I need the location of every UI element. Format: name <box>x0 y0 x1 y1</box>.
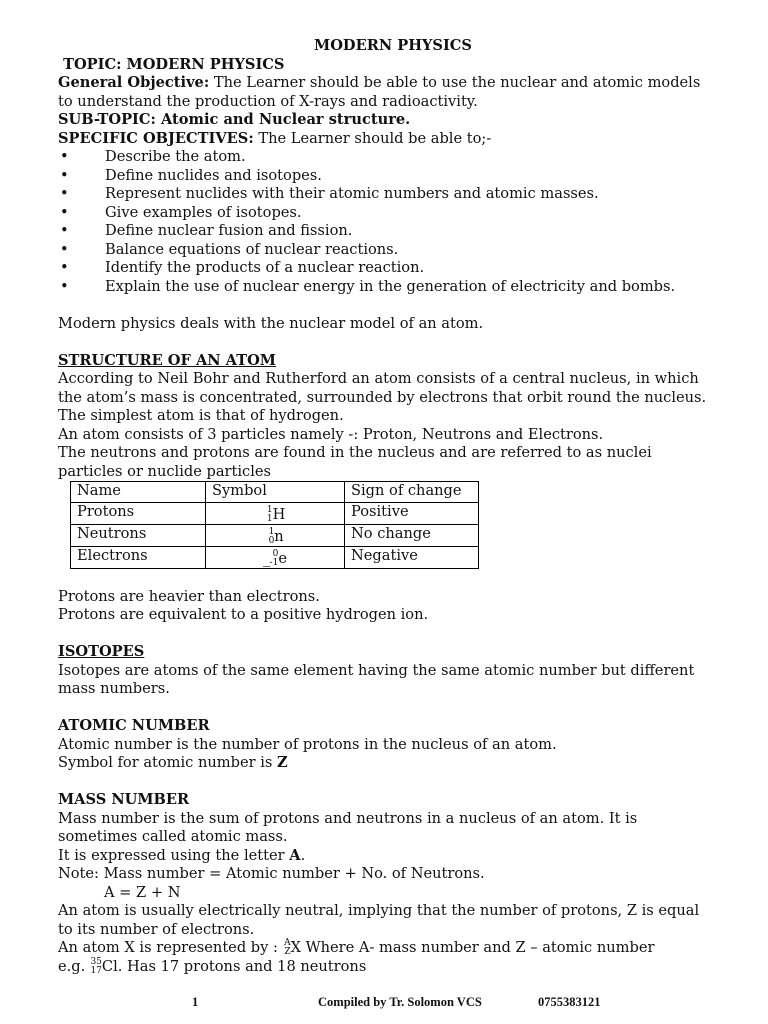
list-item <box>58 204 718 223</box>
example-line <box>58 958 718 977</box>
atomic-number-symbol-line <box>58 754 718 773</box>
structure-paragraph-2: An atom consists of 3 particles namely -: Proton, Neutrons and Electrons. <box>58 425 604 443</box>
element-symbol: X <box>290 939 301 956</box>
cell-name: Electrons <box>71 547 206 569</box>
fact-line: Protons are equivalent to a positive hydrogen ion. <box>58 606 429 623</box>
nuclide-scripts <box>90 958 102 976</box>
phone-number: 0755383121 <box>538 995 601 1009</box>
nuclide-scripts <box>266 528 274 546</box>
nuclide-scripts <box>270 550 278 568</box>
mass-number-note: Note: Mass number = Atomic number + No. of Neutrons. <box>58 865 485 882</box>
general-objective <box>58 74 718 111</box>
page-number: 1 <box>192 995 199 1009</box>
topic-text: TOPIC: MODERN PHYSICS <box>63 55 285 73</box>
mass-number-letter-line <box>58 847 718 866</box>
cell-name: Protons <box>71 503 206 525</box>
cell-sign: Positive <box>345 503 479 525</box>
bullet-icon: • <box>60 185 69 202</box>
compiled-by: Compiled by Tr. Solomon VCS <box>318 995 482 1009</box>
objective-text: Describe the atom. <box>105 148 246 165</box>
specific-objectives-label: SPECIFIC OBJECTIVES: <box>58 129 254 147</box>
objective-text: Balance equations of nuclear reactions. <box>105 240 399 258</box>
list-item <box>58 185 718 204</box>
bullet-icon: • <box>60 259 69 276</box>
structure-paragraph-3: The neutrons and protons are found in the nucleus and are referred to as nuclei particles or nuclide particles <box>58 444 652 480</box>
nuclide-scripts <box>283 939 291 957</box>
objective-text: Define nuclides and isotopes. <box>105 166 322 184</box>
mass-number: 1 <box>268 527 275 537</box>
cell-symbol <box>206 503 345 525</box>
cell-symbol <box>206 525 345 547</box>
mass-number: A <box>284 938 291 948</box>
mass-number: 0 <box>272 549 279 559</box>
element-symbol: n <box>274 528 284 545</box>
document-page <box>58 37 718 976</box>
atomic-number: 1 <box>266 514 273 524</box>
isotopes-heading: ISOTOPES <box>58 643 145 660</box>
atom-representation-line <box>58 939 718 958</box>
cell-name: Neutrons <box>71 525 206 547</box>
atomic-number: -1 <box>269 558 279 568</box>
header-sign: Sign of change <box>345 482 479 503</box>
mass-number: 1 <box>266 505 273 515</box>
list-item <box>58 259 718 278</box>
symbol-prefix: _ <box>263 550 271 567</box>
cell-symbol <box>206 547 345 569</box>
atomic-number: 0 <box>268 536 275 546</box>
symbol-a: A <box>289 846 301 864</box>
nuclide-symbol <box>265 503 286 524</box>
fact-line: Protons are heavier than electrons. <box>58 587 320 605</box>
objective-text: Define nuclear fusion and fission. <box>105 222 353 239</box>
table-row <box>71 525 479 547</box>
bullet-icon: • <box>60 148 69 165</box>
element-symbol: Cl <box>101 957 118 975</box>
intro-text: Modern physics deals with the nuclear model of an atom. <box>58 314 484 332</box>
mass-number: 35 <box>90 956 102 967</box>
list-item <box>58 167 718 186</box>
mass-number-heading: MASS NUMBER <box>58 791 190 808</box>
particles-table <box>70 481 479 569</box>
list-item <box>58 278 718 297</box>
symbol-z: Z <box>277 754 288 771</box>
table-header-row <box>71 482 479 503</box>
nuclide-symbol <box>266 525 283 546</box>
nuclide-notation <box>90 958 118 977</box>
list-item <box>58 241 718 260</box>
bullet-icon: • <box>60 203 69 221</box>
bullet-icon: • <box>60 277 69 295</box>
cell-sign: No change <box>345 525 479 547</box>
header-name: Name <box>71 482 206 503</box>
isotopes-text: Isotopes are atoms of the same element having the same atomic number but different mass numbers. <box>58 661 695 697</box>
example-prefix: e.g. <box>58 957 90 975</box>
objective-text: Represent nuclides with their atomic numbers and atomic masses. <box>105 185 599 202</box>
document-title: MODERN PHYSICS <box>314 37 472 54</box>
cell-sign: Negative <box>345 547 479 569</box>
nuclide-notation <box>283 939 301 958</box>
table-row <box>71 547 479 569</box>
objective-text: Identify the products of a nuclear reaction. <box>105 259 425 276</box>
mass-number-definition: Mass number is the sum of protons and neutrons in a nucleus of an atom. It is sometimes called atomic mass. <box>58 809 638 845</box>
atomic-number-heading: ATOMIC NUMBER <box>58 717 210 734</box>
objective-text: Explain the use of nuclear energy in the generation of electricity and bombs. <box>105 277 676 295</box>
table-row <box>71 503 479 525</box>
bullet-icon: • <box>60 222 69 239</box>
element-symbol: e <box>278 550 287 567</box>
specific-objectives-text: The Learner should be able to;- <box>253 129 492 147</box>
neutral-atom-text: An atom is usually electrically neutral, implying that the number of protons, Z is equal to its number of electrons. <box>58 902 700 938</box>
general-objective-text: The Learner should be able to use the nuclear and atomic models to understand the production of X-rays and radioactivity. <box>58 74 701 110</box>
symbol-line-text: Symbol for atomic number is <box>58 754 278 771</box>
structure-paragraph-1: According to Neil Bohr and Rutherford an atom consists of a central nucleus, in which the atom’s mass is concentrated, surrounded by electrons that orbit round the nucleus. The simplest atom is that of hydrogen. <box>58 370 707 424</box>
topic-line <box>58 56 718 75</box>
subtopic-line: SUB-TOPIC: Atomic and Nuclear structure. <box>58 111 411 128</box>
letter-line-end: . <box>300 846 306 864</box>
objectives-list <box>58 148 718 296</box>
nuclide-scripts <box>265 506 273 524</box>
general-objective-label: General Objective: <box>58 74 210 91</box>
nuclide-symbol <box>263 547 287 568</box>
letter-line-text: It is expressed using the letter <box>58 846 290 864</box>
objective-text: Give examples of isotopes. <box>105 203 302 221</box>
specific-objectives <box>58 130 718 149</box>
example-text: . Has 17 protons and 18 neutrons <box>117 957 367 975</box>
structure-heading: STRUCTURE OF AN ATOM <box>58 351 276 369</box>
representation-text: An atom X is represented by : <box>58 939 283 956</box>
header-symbol: Symbol <box>206 482 345 503</box>
list-item <box>58 148 718 167</box>
atomic-number: 17 <box>90 965 102 976</box>
bullet-icon: • <box>60 240 69 258</box>
representation-explanation: Where A- mass number and Z – atomic number <box>300 939 655 956</box>
atomic-number: Z <box>284 947 291 957</box>
list-item <box>58 222 718 241</box>
bullet-icon: • <box>60 166 69 184</box>
atomic-number-definition: Atomic number is the number of protons in the nucleus of an atom. <box>58 735 557 753</box>
element-symbol: H <box>272 506 286 523</box>
mass-number-formula: A = Z + N <box>104 883 181 901</box>
